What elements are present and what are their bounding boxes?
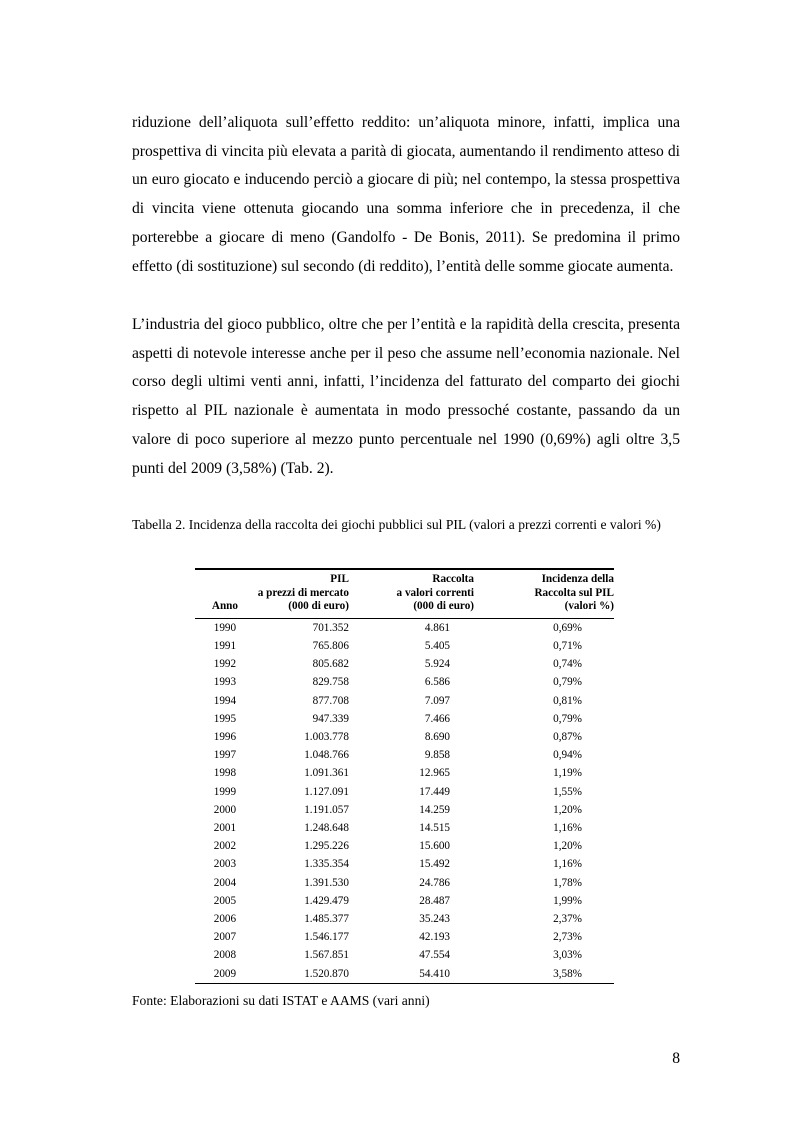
cell-anno: 2006 [213, 913, 237, 926]
cell-pil: 1.567.851 [304, 949, 349, 962]
cell-pil: 1.335.354 [304, 858, 349, 871]
cell-pil: 1.520.870 [255, 965, 349, 984]
header-pil-line-3: (000 di euro) [288, 600, 349, 613]
table-row [195, 746, 614, 764]
cell-pil: 805.682 [312, 658, 349, 671]
cell-incidenza: 1,99% [553, 894, 582, 907]
cell-anno: 1992 [213, 658, 237, 671]
cell-pil: 765.806 [312, 639, 349, 652]
table-row [195, 910, 614, 928]
cell-anno: 1990 [213, 621, 237, 634]
header-pil-line-2: a prezzi di mercato [257, 586, 349, 599]
cell-raccolta: 28.487 [419, 894, 451, 907]
cell-incidenza: 3,03% [553, 949, 582, 962]
cell-raccolta: 5.924 [424, 658, 451, 671]
cell-incidenza: 1,16% [553, 858, 582, 871]
header-incidenza-line-3: (valori %) [564, 600, 614, 613]
cell-anno: 2009 [195, 965, 255, 984]
cell-incidenza: 1,16% [553, 822, 582, 835]
table-row [195, 965, 614, 984]
cell-raccolta: 6.586 [424, 676, 451, 689]
cell-raccolta: 42.193 [419, 931, 451, 944]
cell-pil: 1.091.361 [304, 767, 349, 780]
header-incidenza-line-2: Raccolta sul PIL [534, 586, 614, 599]
cell-pil: 1.191.057 [304, 803, 349, 816]
cell-anno: 1996 [213, 731, 237, 743]
table-row [195, 946, 614, 964]
cell-incidenza: 2,37% [553, 913, 582, 926]
cell-pil: 1.485.377 [304, 913, 349, 926]
table-row [195, 692, 614, 710]
cell-pil: 1.248.648 [304, 822, 349, 835]
cell-incidenza: 0,74% [553, 658, 582, 671]
cell-anno: 2005 [213, 894, 237, 907]
cell-incidenza: 1,20% [553, 803, 582, 816]
table-row [195, 618, 614, 637]
cell-pil: 947.339 [312, 712, 349, 725]
cell-pil: 701.352 [312, 621, 349, 634]
page-number: 8 [672, 1050, 680, 1067]
cell-raccolta: 8.690 [424, 731, 451, 743]
cell-incidenza: 1,19% [553, 767, 582, 780]
cell-raccolta: 17.449 [419, 785, 451, 798]
table-row [195, 928, 614, 946]
cell-anno: 1994 [213, 694, 237, 707]
table-row [195, 819, 614, 837]
cell-anno: 1999 [213, 785, 237, 798]
cell-pil: 829.758 [312, 676, 349, 689]
table-header-row [195, 569, 614, 618]
cell-raccolta: 35.243 [419, 913, 451, 926]
cell-anno: 1998 [213, 767, 237, 780]
table-source: Fonte: Elaborazioni su dati ISTAT e AAMS (vari anni) [132, 993, 430, 1008]
header-anno-label: Anno [211, 600, 238, 613]
header-raccolta [349, 569, 474, 618]
header-raccolta-line-2: a valori correnti [396, 586, 475, 599]
cell-raccolta: 15.492 [419, 858, 451, 871]
cell-anno: 2001 [213, 822, 237, 835]
cell-incidenza: 2,73% [553, 931, 582, 944]
cell-pil: 877.708 [312, 694, 349, 707]
header-incidenza-line-1: Incidenza della [541, 573, 614, 585]
cell-incidenza: 1,20% [553, 840, 582, 853]
table-row [195, 673, 614, 691]
cell-incidenza: 1,55% [553, 785, 582, 798]
body-paragraph-2: L’industria del gioco pubblico, oltre che per l’entità e la rapidità della crescita, presenta aspetti di notevole interesse anche per il peso che assume nell’economia nazionale. Nel corso degli ultimi venti anni, infatti, l’incidenza del fatturato del comparto dei giochi rispetto al PIL nazionale è aumentata in modo pressoché costante, passando da un valore di poco superiore al mezzo punto percentuale nel 1990 (0,69%) agli oltre 3,5 punti del 2009 (3,58%) (Tab. 2). [132, 316, 680, 477]
cell-raccolta: 24.786 [419, 876, 451, 889]
cell-pil: 1.127.091 [304, 785, 349, 798]
cell-raccolta: 7.466 [424, 712, 451, 725]
cell-incidenza: 0,71% [553, 639, 582, 652]
cell-pil: 1.295.226 [304, 840, 349, 853]
cell-incidenza: 3,58% [474, 965, 614, 984]
cell-incidenza: 0,94% [553, 749, 582, 762]
cell-incidenza: 1,78% [553, 876, 582, 889]
table-row [195, 764, 614, 782]
cell-anno: 1997 [213, 749, 237, 762]
table-row [195, 783, 614, 801]
cell-pil: 1.048.766 [304, 749, 349, 762]
cell-incidenza: 0,69% [553, 621, 582, 634]
header-raccolta-line-1: Raccolta [432, 573, 475, 585]
header-incidenza [474, 569, 614, 618]
cell-incidenza: 0,79% [553, 712, 582, 725]
cell-raccolta: 14.515 [419, 822, 451, 835]
table-row [195, 728, 614, 746]
table-row [195, 801, 614, 819]
cell-incidenza: 0,87% [553, 731, 582, 743]
cell-raccolta: 7.097 [424, 694, 451, 707]
cell-raccolta: 12.965 [419, 767, 451, 780]
cell-anno: 2007 [213, 931, 237, 944]
cell-anno: 2000 [213, 803, 237, 816]
table-row [195, 874, 614, 892]
cell-raccolta: 4.861 [424, 621, 451, 634]
cell-raccolta: 14.259 [419, 803, 451, 816]
header-pil-line-1: PIL [330, 573, 349, 585]
cell-pil: 1.003.778 [304, 731, 349, 743]
table-row [195, 855, 614, 873]
table-header [195, 569, 614, 618]
cell-pil: 1.546.177 [304, 931, 349, 944]
cell-anno: 1991 [213, 639, 237, 652]
cell-incidenza: 0,81% [553, 694, 582, 707]
header-raccolta-line-3: (000 di euro) [413, 600, 475, 613]
table-row [195, 637, 614, 655]
table-row [195, 837, 614, 855]
table-body [195, 618, 614, 983]
cell-anno: 1995 [213, 712, 237, 725]
cell-anno: 2008 [213, 949, 237, 962]
body-paragraph-1: riduzione dell’aliquota sull’effetto reddito: un’aliquota minore, infatti, implica una prospettiva di vincita più elevata a parità di giocata, aumentando il rendimento atteso di un euro giocato e inducendo perciò a giocare di più; nel contempo, la stessa prospettiva di vincita viene ottenuta giocando una somma inferiore che in precedenza, il che porterebbe a giocare di meno (Gandolfo - De Bonis, 2011). Se predomina il primo effetto (di sostituzione) sul secondo (di reddito), l’entità delle somme giocate aumenta. [132, 114, 680, 275]
table-caption: Tabella 2. Incidenza della raccolta dei giochi pubblici sul PIL (valori a prezzi correnti e valori %) [132, 517, 661, 532]
cell-raccolta: 54.410 [349, 965, 474, 984]
cell-pil: 1.429.479 [304, 894, 349, 907]
cell-anno: 2004 [213, 876, 237, 889]
cell-raccolta: 5.405 [424, 639, 451, 652]
cell-raccolta: 47.554 [419, 949, 451, 962]
header-anno [195, 569, 255, 618]
table-row [195, 710, 614, 728]
header-pil [255, 569, 349, 618]
cell-anno: 2003 [213, 858, 237, 871]
table-row [195, 892, 614, 910]
cell-anno: 2002 [213, 840, 237, 853]
data-table [195, 568, 614, 984]
table-row [195, 655, 614, 673]
cell-pil: 1.391.530 [304, 876, 349, 889]
cell-raccolta: 15.600 [419, 840, 451, 853]
cell-raccolta: 9.858 [424, 749, 451, 762]
cell-anno: 1993 [213, 676, 237, 689]
cell-incidenza: 0,79% [553, 676, 582, 689]
